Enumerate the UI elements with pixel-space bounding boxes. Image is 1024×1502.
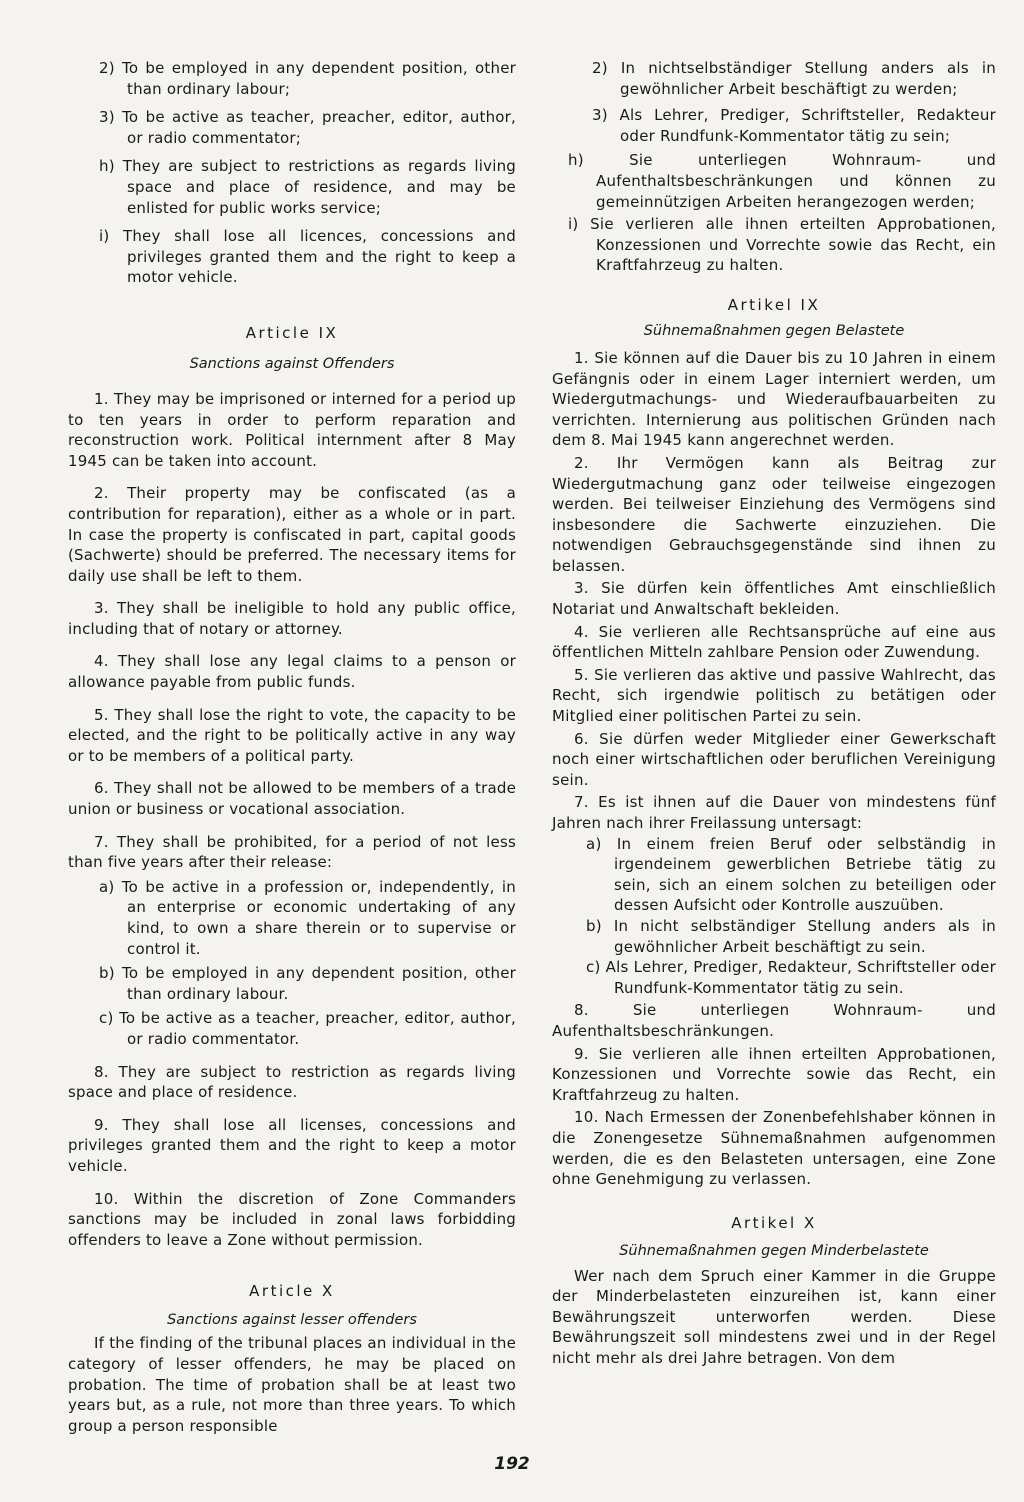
clause-3: 3) Als Lehrer, Prediger, Schriftsteller, Redakteur oder Rundfunk-Kommentator tätig zu sein; [592,106,996,145]
paragraph: 8. Sie unterliegen Wohnraum- und Aufenthaltsbeschränkungen. [552,1001,996,1040]
article-heading: Artikel X [731,1213,817,1232]
sub-clause-c: c) To be active as a teacher, preacher, editor, author, or radio commentator. [99,1009,516,1048]
clause-2: 2) To be employed in any dependent position, other than ordinary labour; [99,59,516,98]
paragraph: 10. Within the discretion of Zone Commanders sanctions may be included in zonal laws forbidding offenders to leave a Zone without permission. [68,1189,516,1249]
paragraph: 7. Es ist ihnen auf die Dauer von mindestens fünf Jahren nach ihrer Freilassung untersagt: [552,793,996,832]
english-column [68,52,516,1436]
german-column [552,52,996,1369]
clause-h: h) They are subject to restrictions as regards living space and place of residence, and may be enlisted for public works service; [99,157,516,217]
clause-i: i) Sie verlieren alle ihnen erteilten Approbationen, Konzessionen und Vorrechte sowie das Recht, ein Kraftfahrzeug zu halten. [568,215,996,275]
paragraph: 1. Sie können auf die Dauer bis zu 10 Jahren in einem Gefängnis oder in einem Lager interniert werden, um Wiedergutmachungs- und Wiederaufbauarbeiten zu verrichten. Internierung aus politischen Gründen nach dem 8. Mai 1945 kann angerechnet werden. [552,348,996,450]
paragraph: 7. They shall be prohibited, for a period of not less than five years after their release: [68,832,516,872]
article-subheading: Sanctions against Offenders [189,355,395,372]
article-subheading: Sanctions against lesser offenders [167,1312,417,1329]
article-heading: Artikel IX [727,295,821,314]
paragraph: 2. Ihr Vermögen kann als Beitrag zur Wiedergutmachung ganz oder teilweise eingezogen werden. Bei teilweiser Einziehung des Vermögens sind insbesondere die Sachwerte einzuziehen. Die notwendigen Gebrauchsgegenstände sind ihnen zu belassen. [552,453,996,575]
paragraph: 5. Sie verlieren das aktive und passive Wahlrecht, das Recht, sich irgendwie politisch zu betätigen oder Mitglied einer politischen Partei zu sein. [552,665,996,726]
paragraph: 4. Sie verlieren alle Rechtsansprüche auf eine aus öffentlichen Mitteln zahlbare Pension oder Zuwendung. [552,622,996,662]
article-heading: Article X [249,1282,335,1301]
sub-clause-b: b) In nicht selbständiger Stellung anders als in gewöhnlicher Arbeit beschäftigt zu sein. [586,916,996,956]
paragraph: 5. They shall lose the right to vote, the capacity to be elected, and the right to be politically active in any way or to be members of a political party. [68,705,516,765]
page-number: 192 [494,1454,530,1474]
article-subheading: Sühnemaßnahmen gegen Belastete [643,322,905,339]
paragraph: 6. They shall not be allowed to be members of a trade union or business or vocational association. [68,779,516,819]
clause-h: h) Sie unterliegen Wohnraum- und Aufenthaltsbeschränkungen und können zu gemeinnützigen Arbeiten herangezogen werden; [568,151,996,211]
paragraph: 10. Nach Ermessen der Zonenbefehlshaber können in die Zonengesetze Sühnemaßnahmen aufgenommen werden, die es den Belasteten untersagen, eine Zone ohne Genehmigung zu verlassen. [552,1108,996,1189]
paragraph: 3. Sie dürfen kein öffentliches Amt einschließlich Notariat und Anwaltschaft bekleiden. [552,579,996,619]
paragraph: Wer nach dem Spruch einer Kammer in die Gruppe der Minderbelasteten einzureihen ist, kann einer Bewährungszeit unterworfen werden. Diese Bewährungszeit soll mindestens zwei und in der Regel nicht mehr als drei Jahre betragen. Von dem [552,1266,996,1368]
paragraph: 3. They shall be ineligible to hold any public office, including that of notary or attorney. [68,599,516,638]
clause-3: 3) To be active as teacher, preacher, editor, author, or radio commentator; [99,108,516,147]
article-heading: Article IX [245,323,339,342]
sub-clause-a: a) To be active in a profession or, independently, in an enterprise or economic undertaking of any kind, to own a share therein or to supervise or control it. [99,877,516,958]
paragraph: 6. Sie dürfen weder Mitglieder einer Gewerkschaft noch einer wirtschaftlichen oder beruflichen Vereinigung sein. [552,729,996,789]
sub-clause-c: c) Als Lehrer, Prediger, Redakteur, Schriftsteller oder Rundfunk-Kommentator tätig zu sein. [586,958,996,997]
paragraph: 9. They shall lose all licenses, concessions and privileges granted them and the right to keep a motor vehicle. [68,1115,516,1175]
paragraph: 9. Sie verlieren alle ihnen erteilten Approbationen, Konzessionen und Vorrechte sowie das Recht, ein Kraftfahrzeug zu halten. [552,1044,996,1104]
article-subheading: Sühnemaßnahmen gegen Minderbelastete [619,1242,929,1259]
clause-i: i) They shall lose all licences, concessions and privileges granted them and the right to keep a motor vehicle. [99,227,516,287]
sub-clause-a: a) In einem freien Beruf oder selbständig in irgendeinem gewerblichen Betriebe tätig zu sein, sich an einem solchen zu beteiligen oder dessen Aufsicht oder Kontrolle auszuüben. [586,834,996,915]
paragraph: 1. They may be imprisoned or interned for a period up to ten years in order to perform reparation and reconstruction work. Political internment after 8 May 1945 can be taken into account. [68,389,516,470]
paragraph: If the finding of the tribunal places an individual in the category of lesser offenders, he may be placed on probation. The time of probation shall be at least two years but, as a rule, not more than three years. To which group a person responsible [68,1334,516,1435]
paragraph: 2. Their property may be confiscated (as a contribution for reparation), either as a whole or in part. In case the property is confiscated in part, capital goods (Sachwerte) should be preferred. The necessary items for daily use shall be left to them. [68,484,516,585]
paragraph: 4. They shall lose any legal claims to a penson or allowance payable from public funds. [68,652,516,692]
paragraph: 8. They are subject to restriction as regards living space and place of residence. [68,1062,516,1102]
sub-clause-b: b) To be employed in any dependent position, other than ordinary labour. [99,964,516,1003]
clause-2: 2) In nichtselbständiger Stellung anders als in gewöhnlicher Arbeit beschäftigt zu werden; [592,59,996,98]
